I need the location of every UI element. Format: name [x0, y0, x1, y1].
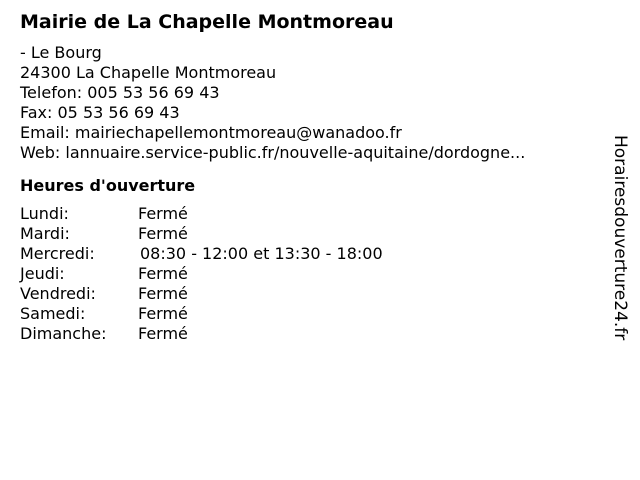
day-label: Mardi:: [20, 224, 70, 243]
hours-row-wednesday: [20, 244, 600, 264]
fax-line: [20, 103, 600, 123]
day-label: Mercredi:: [20, 244, 95, 263]
email-line: [20, 123, 600, 143]
fax-label: Fax:: [20, 103, 53, 122]
hours-row-monday: [20, 204, 600, 224]
phone-value[interactable]: 005 53 56 69 43: [87, 83, 220, 102]
hours-title: Heures d'ouverture: [20, 176, 196, 195]
day-label: Dimanche:: [20, 324, 107, 343]
web-link[interactable]: lannuaire.service-public.fr/nouvelle-aquitaine/dordogne...: [65, 143, 526, 162]
day-hours: Fermé: [138, 264, 188, 283]
hours-row-tuesday: [20, 224, 600, 244]
day-hours: 08:30 - 12:00 et 13:30 - 18:00: [140, 244, 383, 263]
place-title: Mairie de La Chapelle Montmoreau: [20, 11, 394, 33]
day-hours: Fermé: [138, 284, 188, 303]
fax-value: 05 53 56 69 43: [57, 103, 180, 122]
web-line: [20, 143, 600, 163]
email-label: Email:: [20, 123, 70, 142]
day-label: Samedi:: [20, 304, 86, 323]
hours-row-saturday: [20, 304, 600, 324]
address-line-2: 24300 La Chapelle Montmoreau: [20, 63, 277, 82]
phone-label: Telefon:: [20, 83, 83, 102]
day-hours: Fermé: [138, 324, 188, 343]
hours-row-thursday: [20, 264, 600, 284]
day-hours: Fermé: [138, 204, 188, 223]
phone-line: [20, 83, 600, 103]
day-label: Vendredi:: [20, 284, 96, 303]
day-label: Jeudi:: [20, 264, 65, 283]
place-card: [20, 9, 600, 344]
day-hours: Fermé: [138, 304, 188, 323]
day-label: Lundi:: [20, 204, 69, 223]
address-line-1: - Le Bourg: [20, 43, 102, 62]
hours-row-sunday: [20, 324, 600, 344]
email-link[interactable]: mairiechapellemontmoreau@wanadoo.fr: [74, 123, 402, 142]
day-hours: Fermé: [138, 224, 188, 243]
web-label: Web:: [20, 143, 61, 162]
site-brand-vertical[interactable]: Horairesdouverture24.fr: [610, 135, 630, 341]
hours-list: [20, 204, 600, 344]
hours-row-friday: [20, 284, 600, 304]
